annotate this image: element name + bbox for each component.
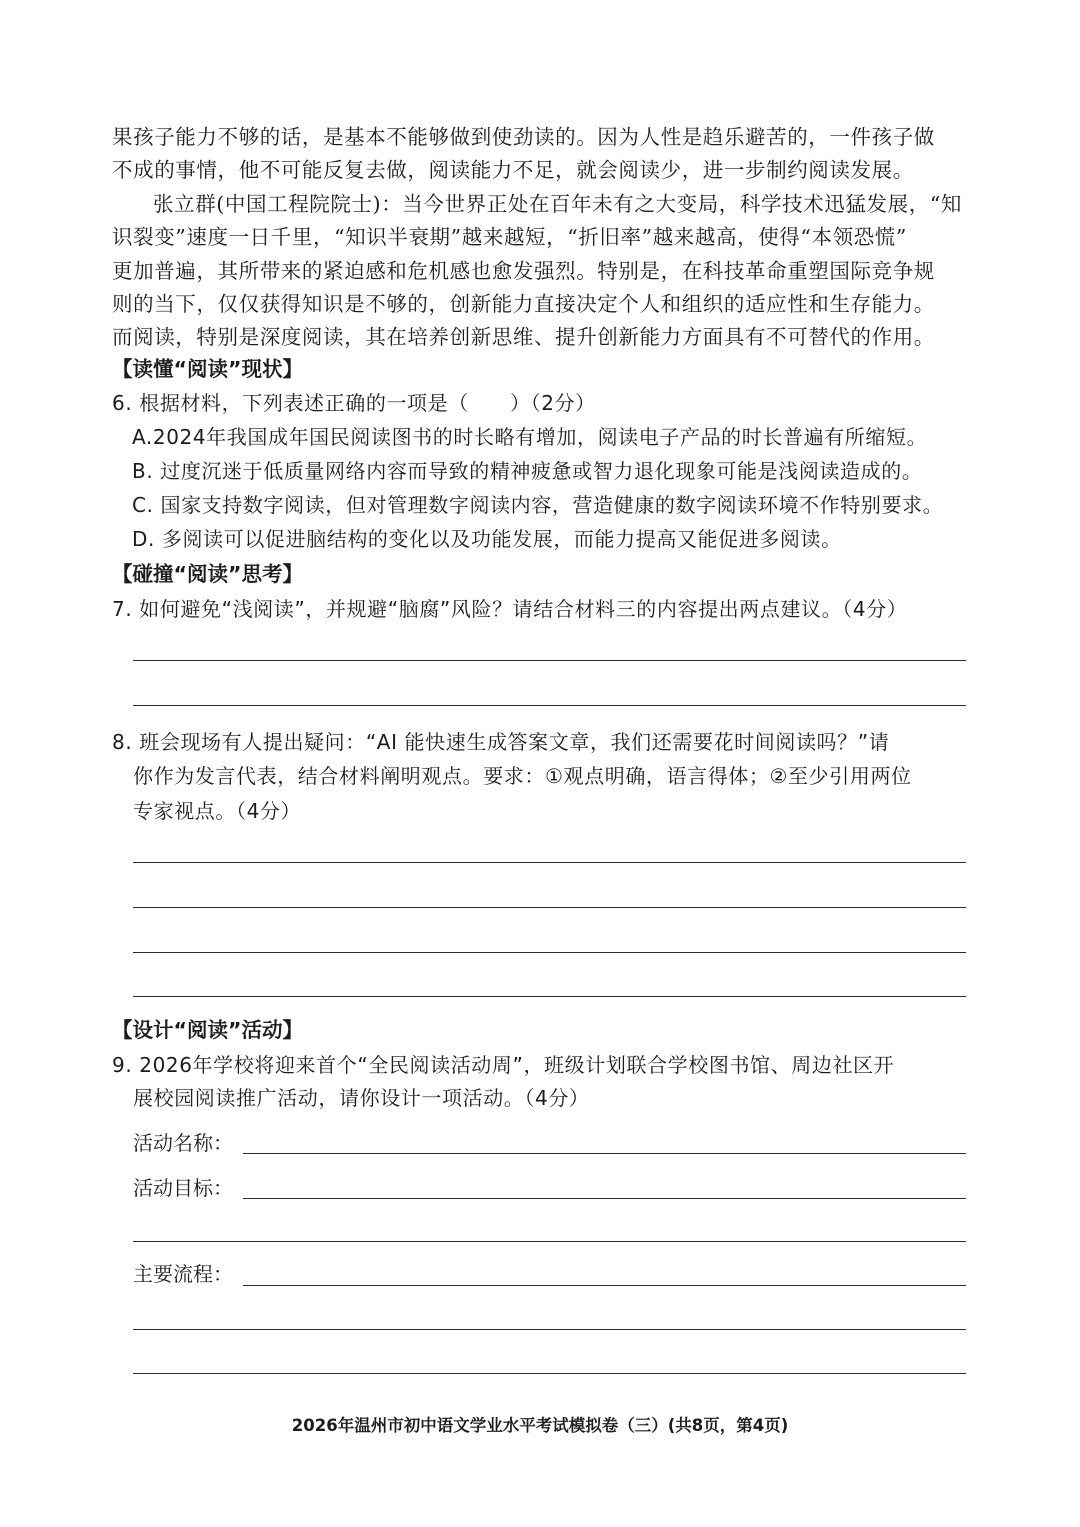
q6-option-c: C. 国家支持数字阅读，但对管理数字阅读内容，营造健康的数字阅读环境不作特别要求。 [132,493,944,517]
q6-option-b: B. 过度沉迷于低质量网络内容而导致的精神疲惫或智力退化现象可能是浅阅读造成的。 [132,459,923,483]
q8-answer-line-2[interactable] [133,907,966,908]
q8-stem-line-2: 你作为发言代表，结合材料阐明观点。要求：①观点明确，语言得体；②至少引用两位 [133,764,912,788]
activity-process-line-2[interactable] [133,1329,966,1330]
activity-name-label: 活动名称： [133,1131,233,1155]
q9-stem-line-2: 展校园阅读推广活动，请你设计一项活动。（4分） [133,1086,590,1110]
passage-line-3: 张立群(中国工程院院士)：当今世界正处在百年未有之大变局，科学技术迅猛发展，“知 [153,192,962,216]
q8-answer-line-1[interactable] [133,862,966,863]
q6-stem: 6. 根据材料，下列表述正确的一项是（ ）（2分） [112,391,596,415]
activity-process-line-1[interactable] [243,1285,966,1286]
activity-goal-line-2[interactable] [133,1241,966,1242]
q6-option-a: A.2024年我国成年国民阅读图书的时长略有增加，阅读电子产品的时长普遍有所缩短。 [132,425,928,449]
activity-goal-label: 活动目标： [133,1176,233,1200]
passage-line-1: 果孩子能力不够的话，是基本不能够做到使劲读的。因为人性是趋乐避苦的，一件孩子做 [112,125,935,149]
passage-line-6: 则的当下，仅仅获得知识是不够的，创新能力直接决定个人和组织的适应性和生存能力。 [112,292,935,316]
activity-goal-line-1[interactable] [243,1198,966,1199]
q6-option-d: D. 多阅读可以促进脑结构的变化以及功能发展，而能力提高又能促进多阅读。 [132,527,842,551]
q8-answer-line-4[interactable] [133,996,966,997]
passage-line-5: 更加普遍，其所带来的紧迫感和危机感也愈发强烈。特别是，在科技革命重塑国际竞争规 [112,259,935,283]
passage-line-7: 而阅读，特别是深度阅读，其在培养创新思维、提升创新能力方面具有不可替代的作用。 [112,325,935,349]
q9-stem-line-1: 9. 2026年学校将迎来首个“全民阅读活动周”，班级计划联合学校图书馆、周边社区开 [112,1053,895,1077]
q7-stem: 7. 如何避免“浅阅读”，并规避“脑腐”风险？请结合材料三的内容提出两点建议。（4分） [112,597,908,621]
activity-process-label: 主要流程： [133,1262,233,1286]
q7-answer-line-2[interactable] [133,705,966,706]
section-heading-activity: 【设计“阅读”活动】 [112,1018,303,1042]
passage-line-4: 识裂变”速度一日千里，“知识半衰期”越来越短，“折旧率”越来越高，使得“本领恐慌” [112,225,907,249]
q8-stem-line-1: 8. 班会现场有人提出疑问：“AI 能快速生成答案文章，我们还需要花时间阅读吗？”请 [112,730,890,754]
q7-answer-line-1[interactable] [133,660,966,661]
activity-name-line[interactable] [243,1153,966,1154]
section-heading-think: 【碰撞“阅读”思考】 [112,562,303,586]
q8-stem-line-3: 专家视点。（4分） [133,799,302,823]
passage-line-2: 不成的事情，他不可能反复去做，阅读能力不足，就会阅读少，进一步制约阅读发展。 [112,158,914,182]
section-heading-read: 【读懂“阅读”现状】 [112,357,303,381]
activity-process-line-3[interactable] [133,1373,966,1374]
page-footer: 2026年温州市初中语文学业水平考试模拟卷（三）(共8页，第4页) [291,1416,789,1435]
q8-answer-line-3[interactable] [133,952,966,953]
